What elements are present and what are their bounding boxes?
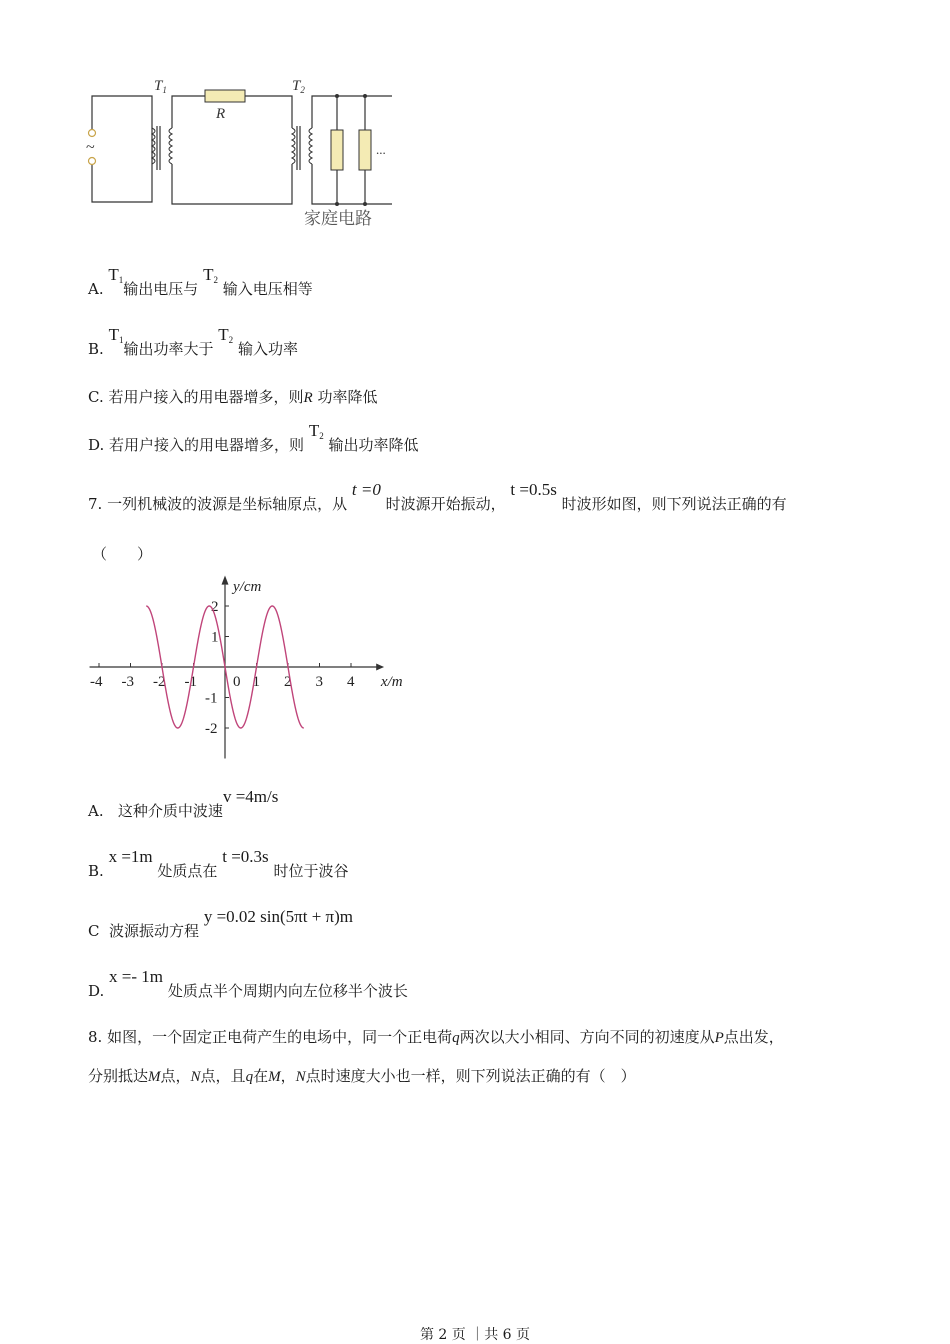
q7-eq-t05: t =0.5s — [510, 480, 557, 499]
x-tick-label: -2 — [153, 674, 166, 690]
y-tick-label: -1 — [205, 690, 218, 707]
q7-eq-t0: t =0 — [351, 480, 381, 499]
q6-option-a: A. $T_1$输出电压与 $T_2$ 输入电压相等 — [88, 265, 313, 298]
x-tick-label: 0 — [233, 674, 241, 690]
q8-stem-line2: 分别抵达M点，N点，且q在M，N点时速度大小也一样，则下列说法正确的有（ ） — [88, 1067, 636, 1085]
transformer-circuit-diagram — [80, 72, 410, 237]
x-axis-label: x/m — [380, 674, 403, 690]
q7-option-c: C 波源振动方程 y =0.02 sin(5πt + π)m — [88, 907, 354, 940]
load-1 — [331, 130, 343, 170]
home-circuit-label: 家庭电路 — [304, 209, 372, 229]
x-tick-label: 2 — [284, 674, 292, 690]
t2-label: T — [292, 78, 301, 94]
x-tick-label: 1 — [252, 674, 260, 690]
load-ellipsis: ... — [376, 142, 386, 157]
y-tick-label: -2 — [205, 721, 218, 737]
y-tick-label: 2 — [211, 599, 219, 615]
source-terminal-bottom — [89, 158, 96, 165]
q7-answer-paren: （ ） — [92, 545, 153, 563]
load-2 — [359, 130, 371, 170]
x-tick-label: -3 — [121, 674, 134, 690]
q6-option-c: C. 若用户接入的用电器增多，则R 功率降低 — [88, 388, 378, 406]
source-terminal-top — [89, 130, 96, 137]
q7-option-a: A. 这种介质中波速v =4m/s — [88, 787, 279, 820]
ac-symbol: ~ — [86, 139, 95, 156]
resistor-r — [205, 90, 245, 102]
q7-stem: 7. 一列机械波的波源是坐标轴原点，从 t =0 时波源开始振动， t =0.5s 时波形如图，则下列说法正确的有 — [88, 480, 787, 513]
x-axis-arrow — [376, 664, 384, 671]
y-tick-label: 1 — [211, 629, 219, 646]
q6-option-d: D. 若用户接入的用电器增多，则 $T_2$ 输出功率降低 — [88, 421, 419, 454]
x-tick-label: 4 — [347, 674, 355, 690]
y-axis-arrow — [222, 576, 229, 585]
x-tick-label: -4 — [90, 674, 103, 690]
y-axis-label: y/cm — [233, 578, 262, 595]
q7-option-d: D. x =- 1m 处质点半个周期内向左位移半个波长 — [88, 967, 408, 1000]
t2-sub: 2 — [300, 85, 305, 95]
t1-sub: 1 — [162, 85, 167, 95]
r-label: R — [216, 106, 226, 122]
svg-text:T1 — [154, 78, 167, 95]
page-footer: 第 2 页 ｜共 6 页 — [419, 1327, 531, 1343]
t1-label: T — [154, 78, 163, 94]
svg-text:T2 — [292, 78, 305, 95]
x-tick-label: -1 — [184, 674, 197, 690]
q6-option-b: B. $T_1$输出功率大于 $T_2$ 输入功率 — [88, 325, 298, 358]
q8-stem-line1: 8. 如图，一个固定正电荷产生的电场中，同一个正电荷q两次以大小相同、方向不同的初速度从P点出发， — [88, 1028, 784, 1046]
q7-option-b: B. x =1m 处质点在 t =0.3s 时位于波谷 — [88, 847, 349, 880]
wave-chart — [80, 570, 420, 770]
x-tick-label: 3 — [315, 674, 323, 690]
